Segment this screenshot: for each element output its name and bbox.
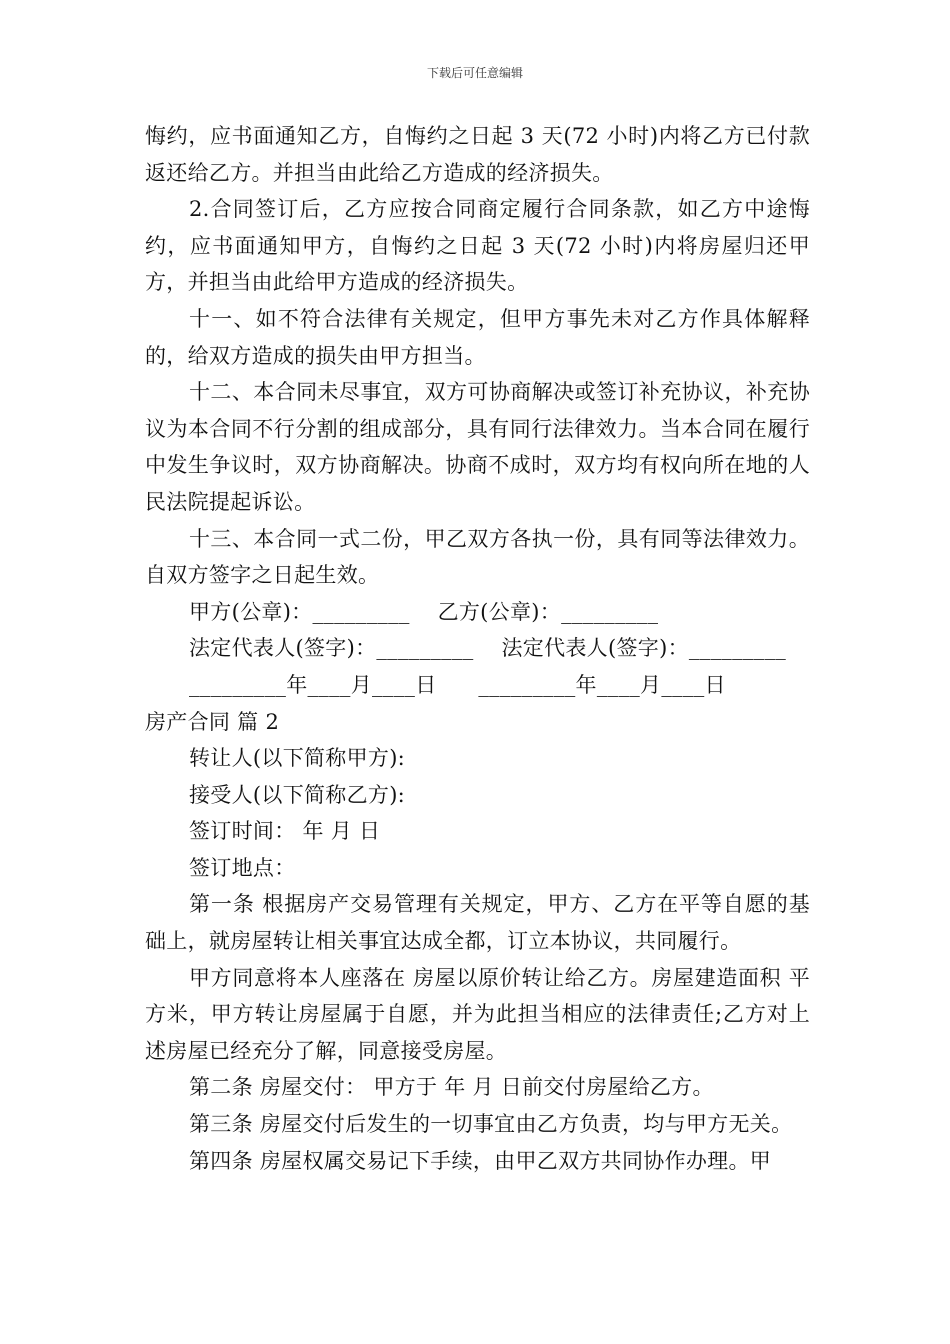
page-header-note: 下载后可任意编辑 bbox=[426, 66, 523, 80]
paragraph-article-12: 十二、本合同未尽事宜，双方可协商解决或签订补充协议，补充协议为本合同不行分割的组成部分，具有同行法律效力。当本合同在履行中发生争议时，双方协商解决。协商不成时，双方均有权向所在地的人民法院提起诉讼。 bbox=[145, 380, 810, 514]
signing-place-line: 签订地点： bbox=[189, 855, 296, 880]
paragraph-breach-a: 悔约，应书面通知乙方，自悔约之日起 3 天(72 小时)内将乙方已付款返还给乙方。并担当由此给乙方造成的经济损失。 bbox=[145, 124, 810, 185]
paragraph-article-3: 第三条 房屋交付后发生的一切事宜由乙方负责，均与甲方无关。 bbox=[189, 1112, 793, 1137]
paragraph-article-13: 十三、本合同一式二份，甲乙双方各执一份，具有同等法律效力。自双方签字之日起生效。 bbox=[145, 526, 810, 588]
section-title: 房产合同 篇 2 bbox=[145, 709, 280, 734]
paragraph-article-2: 第二条 房屋交付： 甲方于 年 月 日前交付房屋给乙方。 bbox=[189, 1075, 714, 1100]
paragraph-property-transfer: 甲方同意将本人座落在 房屋以原价转让给乙方。房屋建造面积 平方米，甲方转让房屋属于自愿，并为此担当相应的法律责任;乙方对上述房屋已经充分了解，同意接受房屋。 bbox=[145, 965, 810, 1063]
signing-time-line: 签订时间： 年 月 日 bbox=[189, 819, 381, 844]
paragraph-article-1: 第一条 根据房产交易管理有关规定，甲方、乙方在平等自愿的基础上，就房屋转让相关事宜达成全都，订立本协议，共同履行。 bbox=[145, 892, 810, 954]
paragraph-article-11: 十一、如不符合法律有关规定，但甲方事先未对乙方作具体解释的，给双方造成的损失由甲方担当。 bbox=[145, 306, 810, 368]
signature-representative-line: 法定代表人(签字)：_________ 法定代表人(签字)：_________ bbox=[189, 636, 787, 661]
transferee-line: 接受人(以下简称乙方): bbox=[189, 782, 406, 807]
paragraph-breach-b: 2.合同签订后，乙方应按合同商定履行合同条款，如乙方中途悔约，应书面通知甲方，自悔约之日起 3 天(72 小时)内将房屋归还甲方，并担当由此给甲方造成的经济损失。 bbox=[145, 197, 810, 295]
paragraph-article-4: 第四条 房屋权属交易记下手续，由甲乙双方共同协作办理。甲 bbox=[189, 1148, 772, 1173]
transferor-line: 转让人(以下简称甲方): bbox=[189, 746, 406, 771]
document-body bbox=[145, 118, 810, 1179]
signature-seal-line: 甲方(公章)：_________ 乙方(公章)：_________ bbox=[189, 599, 659, 624]
signature-date-line: _________年____月____日 _________年____月____日 bbox=[189, 672, 726, 697]
